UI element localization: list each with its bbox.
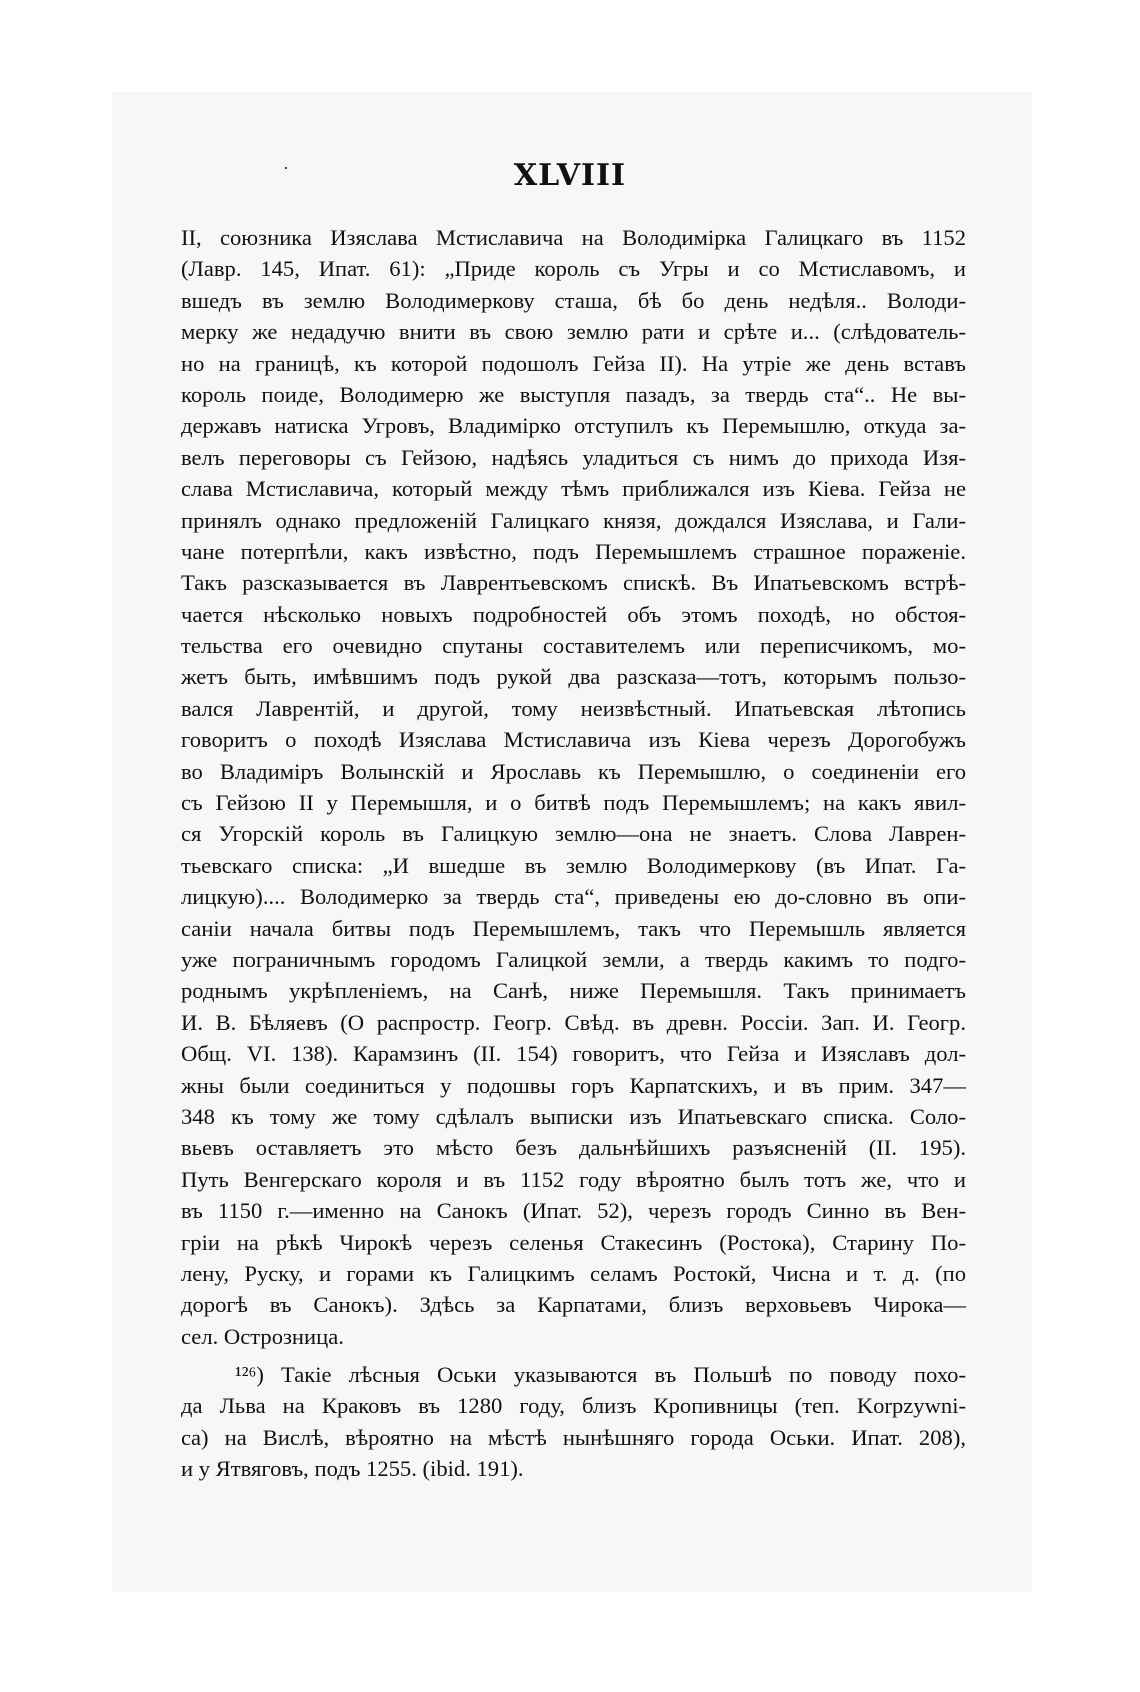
footnote-line: и у Ятвяговъ, подъ 1255. (ibid. 191). [181,1456,524,1482]
text-line: говоритъ о походѣ Изяслава Мстиславича изъ Кіева черезъ Дорогобужъ [181,727,966,753]
text-line: II, союзника Изяслава Мстиславича на Володимірка Галицкаго въ 1152 [181,225,966,250]
text-line: саніи начала битвы подъ Перемышлемъ, такъ что Перемышль является [181,915,966,941]
text-line: И. В. Бѣляевъ (О распростр. Геогр. Свѣд. въ древн. Россіи. Зап. И. Геогр. [181,1009,966,1035]
text-line: Такъ разсказывается въ Лаврентьевскомъ спискѣ. Въ Ипатьевскомъ встрѣ- [181,570,966,596]
text-line: вшедъ въ землю Володимеркову сташа, бѣ бо день недѣля.. Володи- [181,287,966,313]
text-line: уже пограничнымъ городомъ Галицкой земли, а твердь какимъ то подго- [181,946,966,972]
text-line: Общ. VI. 138). Карамзинъ (II. 154) говоритъ, что Гейза и Изяславъ дол- [181,1041,966,1067]
text-line: вался Лаврентій, и другой, тому неизвѣстный. Ипатьевская лѣтопись [181,695,966,721]
footnote-line: ¹²⁶) Такіе лѣсныя Оськи указываются въ Польшѣ по поводу похо- [235,1362,966,1388]
text-line: принялъ однако предложеній Галицкаго князя, дождался Изяслава, и Гали- [181,507,966,533]
text-line: жны были соединиться у подошвы горъ Карпатскихъ, и въ прим. 347— [181,1072,966,1098]
text-line: гріи на рѣкѣ Чирокѣ черезъ селенья Стакесинъ (Ростока), Старину По- [181,1229,966,1255]
text-line: чане потерпѣли, какъ извѣстно, подъ Перемышлемъ страшное пораженіе. [181,538,966,564]
text-line: тьевскаго списка: „И вшедше въ землю Володимеркову (въ Ипат. Га- [181,852,966,878]
text-line: (Лавр. 145, Ипат. 61): „Приде король съ Угры и со Мстиславомъ, и [181,256,966,282]
footnote-line: ca) на Вислѣ, вѣроятно на мѣстѣ нынѣшняго города Оськи. Ипат. 208), [181,1424,966,1450]
text-line: державъ натиска Угровъ, Владимірко отступилъ къ Перемышлю, откуда за- [181,413,966,439]
text-line: жетъ быть, имѣвшимъ подъ рукой два разсказа—тотъ, которымъ пользо- [181,664,966,690]
footnote-line: да Льва на Краковъ въ 1280 году, близъ Кропивницы (теп. Korpzywni- [181,1393,966,1419]
text-line: Путь Венгерскаго короля и въ 1152 году вѣроятно былъ тотъ же, что и [181,1166,966,1192]
text-line: во Владиміръ Волынскій и Ярославь къ Перемышлю, о соединеніи его [181,758,966,784]
text-line: лену, Руску, и горами къ Галицкимъ селамъ Ростокй, Чисна и т. д. (по [181,1260,966,1286]
text-line: тельства его очевидно спутаны составителемъ или переписчикомъ, мо- [181,633,966,659]
text-line: съ Гейзою II у Перемышля, и о битвѣ подъ Перемышлемъ; на какъ явил- [181,790,966,816]
text-line: король поиде, Володимерю же выступля пазадъ, за твердь ста“.. Не вы- [181,381,966,407]
text-line: мерку же недадучю внити въ свою землю рати и срѣте и... (слѣдователь- [181,319,966,345]
page-header: XLVIII [513,158,627,193]
text-line: роднымъ укрѣпленіемъ, на Санѣ, ниже Перемышля. Такъ принимаетъ [181,978,966,1004]
text-line: но на границѣ, къ которой подошолъ Гейза II). На утріе же день вставъ [181,350,966,376]
text-line: вьевъ оставляетъ это мѣсто безъ дальнѣйшихъ разъясненій (II. 195). [181,1135,966,1161]
text-line: сел. Острозница. [181,1323,344,1349]
footnote-gap [181,1352,966,1359]
text-line: ся Угорскій король въ Галицкую землю—она не знаетъ. Слова Лаврен- [181,821,966,847]
text-line: велъ переговоры съ Гейзою, надѣясь уладиться съ нимъ до прихода Изя- [181,444,966,470]
text-line: дорогѣ въ Санокъ). Здѣсь за Карпатами, близъ верховьевъ Чирока— [181,1292,966,1318]
text-line: слава Мстиславича, который между тѣмъ приближался изъ Кіева. Гейза не [181,476,966,502]
text-line: лицкую).... Володимерко за твердь ста“, приведены ею до-словно въ опи- [181,884,966,910]
page-text [181,222,966,1485]
text-line: въ 1150 г.—именно на Санокъ (Ипат. 52), черезъ городъ Синно въ Вен- [181,1198,966,1224]
text-line: чается нѣсколько новыхъ подробностей объ этомъ походѣ, но обстоя- [181,601,966,627]
text-line: 348 къ тому же тому сдѣлалъ выписки изъ Ипатьевскаго списка. Соло- [181,1103,966,1129]
